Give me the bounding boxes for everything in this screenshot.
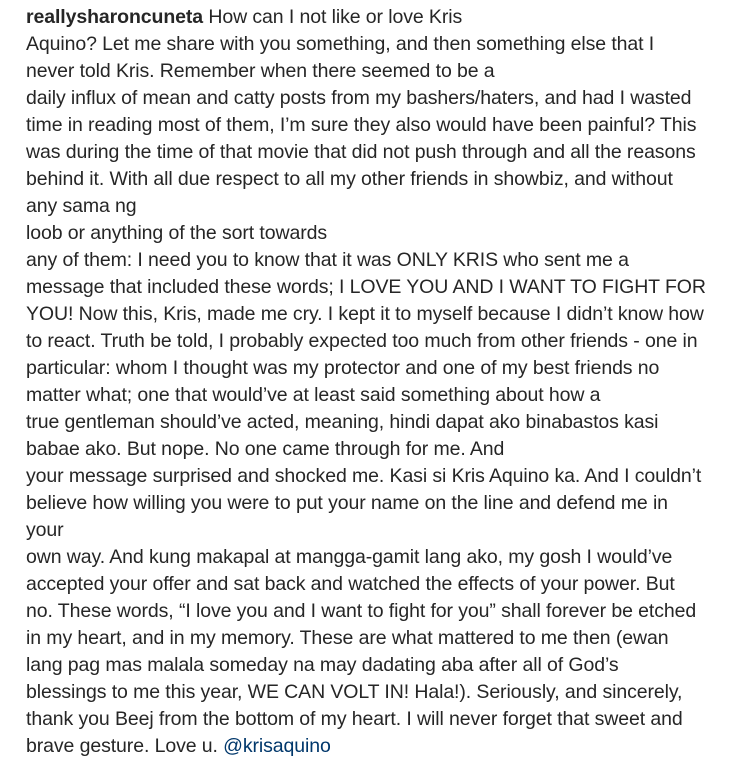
caption-line: time in reading most of them, I’m sure they also would have been painful? This [26, 114, 697, 136]
caption-line: true gentleman should’ve acted, meaning, hindi dapat ako binabastos kasi [26, 411, 659, 433]
caption-line [26, 4, 738, 31]
mention-link[interactable]: @krisaquino [223, 735, 331, 757]
caption-line: behind it. With all due respect to all my other friends in showbiz, and without [26, 168, 673, 190]
caption-line: babae ako. But nope. No one came through for me. And [26, 438, 505, 460]
caption-line: thank you Beej from the bottom of my heart. I will never forget that sweet and [26, 708, 683, 730]
caption-line: never told Kris. Remember when there seemed to be a [26, 60, 495, 82]
caption-line: YOU! Now this, Kris, made me cry. I kept it to myself because I didn’t know how [26, 303, 704, 325]
caption-line: your [26, 519, 64, 541]
caption-text: brave gesture. Love u. [26, 735, 218, 757]
caption-line: was during the time of that movie that did not push through and all the reasons [26, 141, 696, 163]
caption-line: message that included these words; I LOVE YOU AND I WANT TO FIGHT FOR [26, 276, 706, 298]
caption-line: no. These words, “I love you and I want to fight for you” shall forever be etched [26, 600, 697, 622]
caption-line: to react. Truth be told, I probably expected too much from other friends - one in [26, 330, 698, 352]
caption-line: lang pag mas malala someday na may dadating aba after all of God’s [26, 654, 619, 676]
caption-line: own way. And kung makapal at mangga-gamit lang ako, my gosh I would’ve [26, 546, 673, 568]
caption-line: loob or anything of the sort towards [26, 222, 327, 244]
caption-line: particular: whom I thought was my protector and one of my best friends no [26, 357, 660, 379]
caption-line: any sama ng [26, 195, 137, 217]
caption-line: Aquino? Let me share with you something, and then something else that I [26, 33, 655, 55]
caption-line: in my heart, and in my memory. These are what mattered to me then (ewan [26, 627, 669, 649]
caption-line: believe how willing you were to put your name on the line and defend me in [26, 492, 668, 514]
username-link[interactable]: reallysharoncuneta [26, 6, 204, 28]
post-caption [26, 4, 738, 760]
caption-text: How can I not like or love Kris [208, 6, 463, 28]
caption-line [26, 733, 738, 760]
caption-line: accepted your offer and sat back and watched the effects of your power. But [26, 573, 675, 595]
caption-line: daily influx of mean and catty posts from my bashers/haters, and had I wasted [26, 87, 692, 109]
caption-line: any of them: I need you to know that it was ONLY KRIS who sent me a [26, 249, 629, 271]
caption-line: your message surprised and shocked me. Kasi si Kris Aquino ka. And I couldn’t [26, 465, 702, 487]
caption-line: blessings to me this year, WE CAN VOLT IN! Hala!). Seriously, and sincerely, [26, 681, 683, 703]
caption-line: matter what; one that would’ve at least said something about how a [26, 384, 601, 406]
